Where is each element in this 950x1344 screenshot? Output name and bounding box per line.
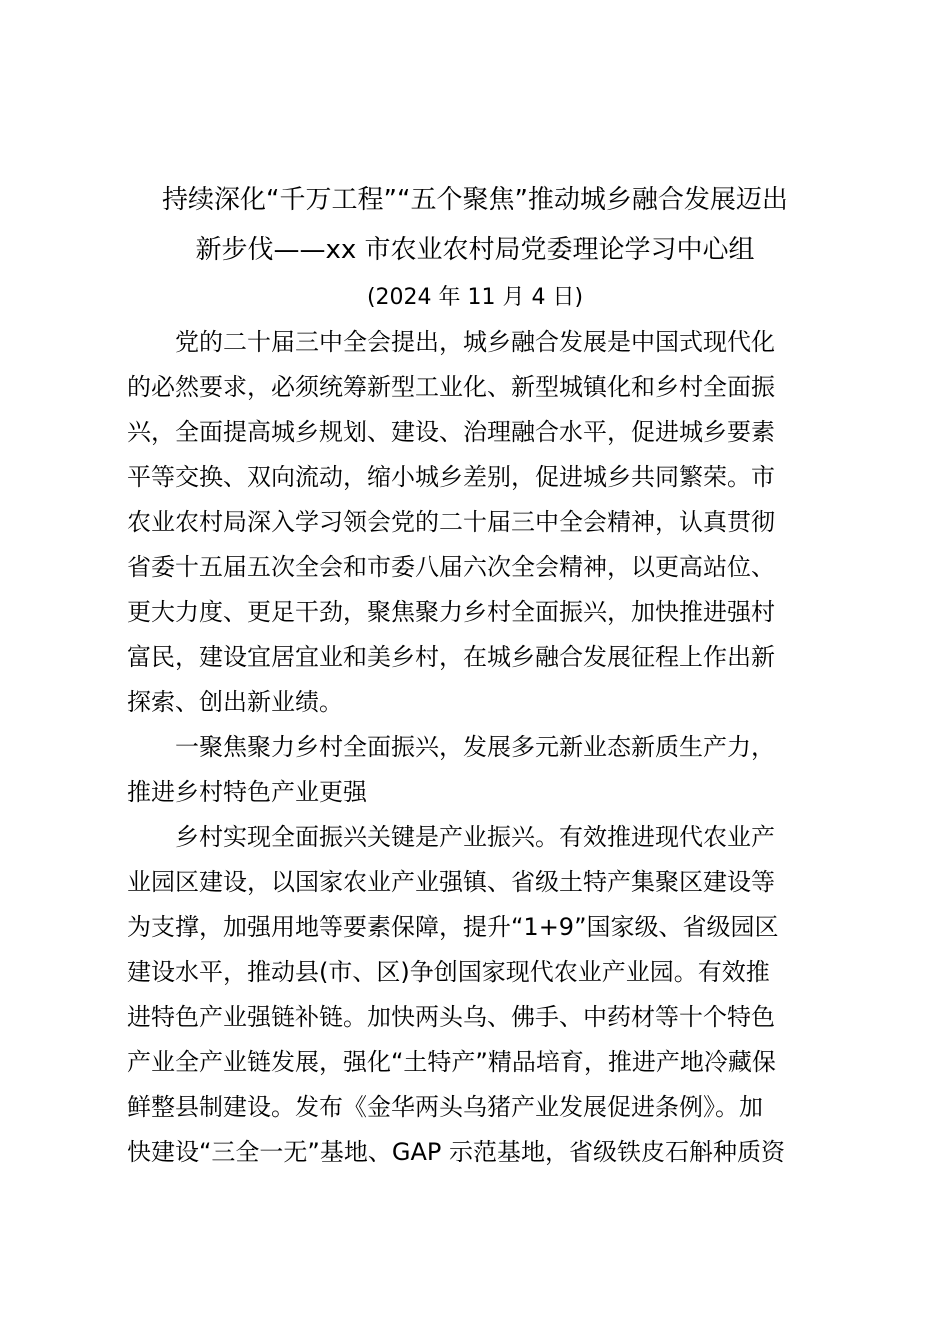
- document-title-line-2: 新步伐——xx 市农业农村局党委理论学习中心组: [195, 235, 755, 265]
- paragraph-1-line-2: 的必然要求，必须统筹新型工业化、新型城镇化和乡村全面振: [127, 373, 775, 401]
- paragraph-1-line-8: 富民，建设宜居宜业和美乡村，在城乡融合发展征程上作出新: [127, 643, 775, 671]
- paragraph-2-line-5: 进特色产业强链补链。加快两头乌、佛手、中药材等十个特色: [127, 1003, 775, 1031]
- paragraph-2-line-1: 乡村实现全面振兴关键是产业振兴。有效推进现代农业产: [175, 823, 775, 851]
- paragraph-1-line-1: 党的二十届三中全会提出，城乡融合发展是中国式现代化: [175, 328, 775, 356]
- paragraph-2-line-4: 建设水平，推动县(市、区)争创国家现代农业产业园。有效推: [127, 958, 770, 986]
- paragraph-1-line-6: 省委十五届五次全会和市委八届六次全会精神，以更高站位、: [127, 553, 775, 581]
- paragraph-2-line-6: 产业全产业链发展，强化“土特产”精品培育，推进产地冷藏保: [127, 1048, 776, 1076]
- paragraph-1-line-9: 探索、创出新业绩。: [127, 688, 343, 716]
- document-title-line-1: 持续深化“千万工程”“五个聚焦”推动城乡融合发展迈出: [162, 185, 788, 215]
- paragraph-2-line-2: 业园区建设，以国家农业产业强镇、省级土特产集聚区建设等: [127, 868, 775, 896]
- document-date: (2024 年 11 月 4 日): [366, 285, 584, 310]
- section-heading-line-2: 推进乡村特色产业更强: [127, 778, 367, 806]
- paragraph-2-line-3: 为支撑，加强用地等要素保障，提升“1+9”国家级、省级园区: [127, 913, 779, 941]
- paragraph-2-line-8: 快建设“三全一无”基地、GAP 示范基地，省级铁皮石斛种质资: [127, 1138, 785, 1166]
- paragraph-2-line-7: 鲜整县制建设。发布《金华两头乌猪产业发展促进条例》。加: [127, 1093, 763, 1121]
- section-heading-line-1: 一聚焦聚力乡村全面振兴，发展多元新业态新质生产力，: [175, 733, 775, 761]
- paragraph-1-line-7: 更大力度、更足干劲，聚焦聚力乡村全面振兴，加快推进强村: [127, 598, 775, 626]
- paragraph-1-line-5: 农业农村局深入学习领会党的二十届三中全会精神，认真贯彻: [127, 508, 775, 536]
- paragraph-1-line-3: 兴，全面提高城乡规划、建设、治理融合水平，促进城乡要素: [127, 418, 775, 446]
- paragraph-1-line-4: 平等交换、双向流动，缩小城乡差别，促进城乡共同繁荣。市: [127, 463, 775, 491]
